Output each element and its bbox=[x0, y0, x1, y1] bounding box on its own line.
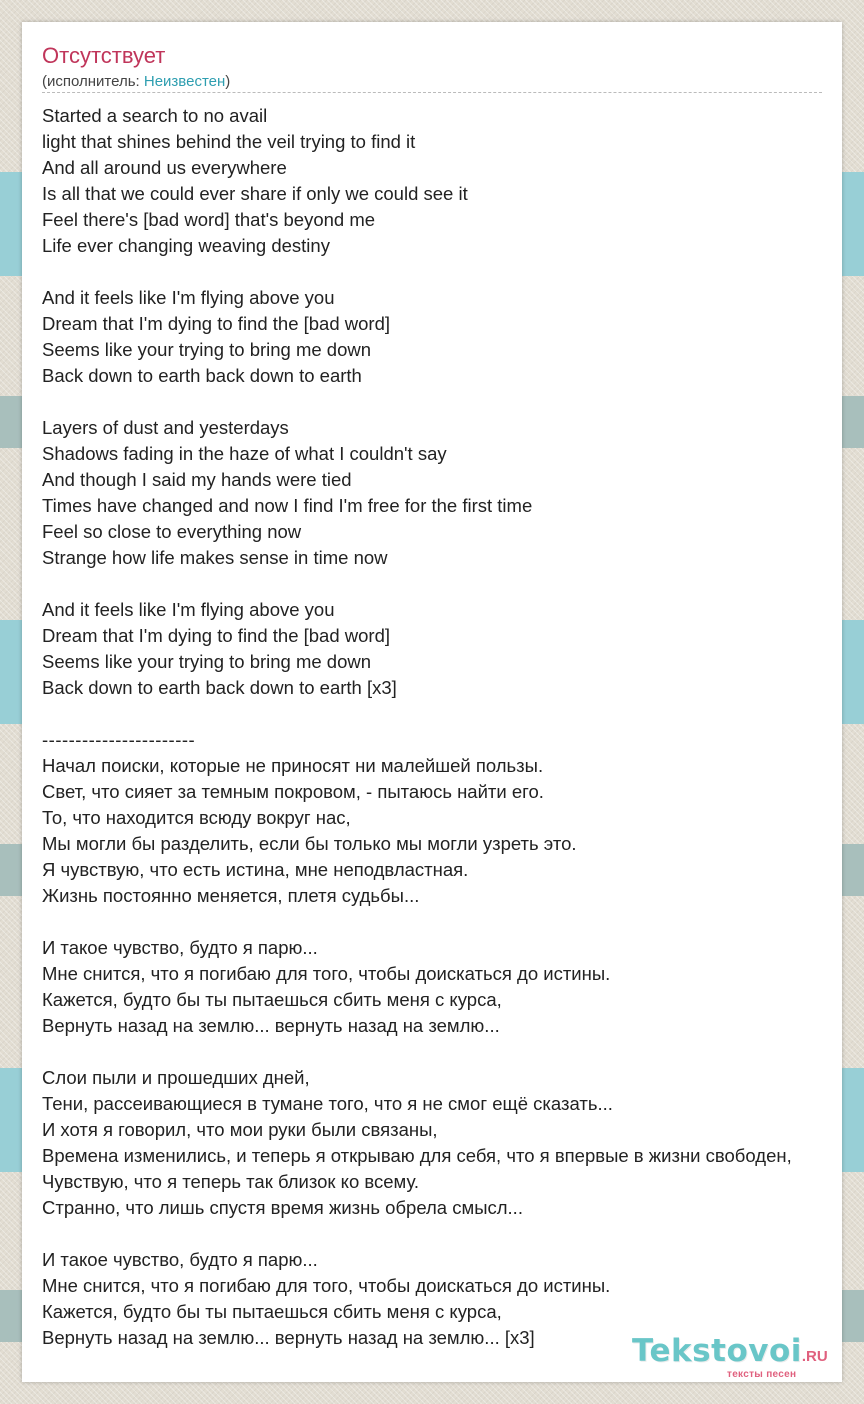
lyrics-line: Времена изменились, и теперь я открываю для себя, что я впервые в жизни свободен, bbox=[42, 1145, 792, 1166]
artist-prefix: (исполнитель: bbox=[42, 73, 144, 90]
lyrics-line: Dream that I'm dying to find the [bad word] bbox=[42, 313, 391, 334]
lyrics-stanza bbox=[42, 285, 842, 389]
logo-tagline: тексты песен bbox=[727, 1369, 797, 1380]
lyrics-line: Is all that we could ever share if only we could see it bbox=[42, 183, 468, 204]
lyrics-line: Кажется, будто бы ты пытаешься сбить меня с курса, bbox=[42, 989, 502, 1010]
lyrics-body bbox=[42, 103, 842, 1377]
logo-text: Tekstovoi bbox=[632, 1333, 802, 1369]
lyrics-line: Feel so close to everything now bbox=[42, 521, 302, 542]
lyrics-line: Жизнь постоянно меняется, плетя судьбы... bbox=[42, 885, 420, 906]
lyrics-line: Мы могли бы разделить, если бы только мы могли узреть это. bbox=[42, 833, 577, 854]
lyrics-line: И такое чувство, будто я парю... bbox=[42, 1249, 318, 1270]
site-logo[interactable] bbox=[632, 1333, 828, 1369]
song-title: Отсутствует bbox=[42, 43, 166, 68]
lyrics-line: And it feels like I'm flying above you bbox=[42, 599, 335, 620]
logo-domain: .RU bbox=[801, 1348, 828, 1365]
lyrics-line: Started a search to no avail bbox=[42, 105, 268, 126]
lyrics-separator: ----------------------- bbox=[42, 729, 196, 750]
lyrics-line: And it feels like I'm flying above you bbox=[42, 287, 335, 308]
lyrics-stanza bbox=[42, 1065, 842, 1221]
lyrics-line: Feel there's [bad word] that's beyond me bbox=[42, 209, 376, 230]
lyrics-line: Мне снится, что я погибаю для того, чтобы доискаться до истины. bbox=[42, 963, 611, 984]
lyrics-line: Кажется, будто бы ты пытаешься сбить меня с курса, bbox=[42, 1301, 502, 1322]
lyrics-line: Back down to earth back down to earth bbox=[42, 365, 362, 386]
lyrics-line: Я чувствую, что есть истина, мне неподвластная. bbox=[42, 859, 469, 880]
lyrics-line: Тени, рассеивающиеся в тумане того, что я не смог ещё сказать... bbox=[42, 1093, 613, 1114]
lyrics-line: Вернуть назад на землю... вернуть назад на землю... [x3] bbox=[42, 1327, 535, 1348]
lyrics-line: Dream that I'm dying to find the [bad word] bbox=[42, 625, 391, 646]
lyrics-line: И хотя я говорил, что мои руки были связаны, bbox=[42, 1119, 438, 1140]
lyrics-stanza bbox=[42, 753, 842, 909]
lyrics-line: light that shines behind the veil trying to find it bbox=[42, 131, 416, 152]
lyrics-line: И такое чувство, будто я парю... bbox=[42, 937, 318, 958]
lyrics-line: Layers of dust and yesterdays bbox=[42, 417, 289, 438]
lyrics-line: Мне снится, что я погибаю для того, чтобы доискаться до истины. bbox=[42, 1275, 611, 1296]
lyrics-line: And all around us everywhere bbox=[42, 157, 287, 178]
lyrics-stanza bbox=[42, 415, 842, 571]
lyrics-line: Начал поиски, которые не приносят ни малейшей пользы. bbox=[42, 755, 544, 776]
lyrics-line: Life ever changing weaving destiny bbox=[42, 235, 330, 256]
lyrics-line: Seems like your trying to bring me down bbox=[42, 651, 372, 672]
lyrics-line: Shadows fading in the haze of what I couldn't say bbox=[42, 443, 447, 464]
lyrics-line: Свет, что сияет за темным покровом, - пытаюсь найти его. bbox=[42, 781, 544, 802]
lyrics-russian bbox=[42, 753, 842, 1351]
artist-link[interactable]: Неизвестен bbox=[143, 73, 226, 90]
lyrics-line: Back down to earth back down to earth [x3] bbox=[42, 677, 397, 698]
header-divider bbox=[42, 92, 822, 93]
lyrics-line: Чувствую, что я теперь так близок ко всему. bbox=[42, 1171, 420, 1192]
lyrics-card bbox=[22, 22, 842, 1382]
lyrics-stanza bbox=[42, 597, 842, 701]
artist-suffix: ) bbox=[225, 73, 231, 90]
lyrics-line: Strange how life makes sense in time now bbox=[42, 547, 388, 568]
lyrics-english bbox=[42, 103, 842, 701]
lyrics-line: То, что находится всюду вокруг нас, bbox=[42, 807, 351, 828]
lyrics-line: Слои пыли и прошедших дней, bbox=[42, 1067, 310, 1088]
lyrics-stanza bbox=[42, 935, 842, 1039]
lyrics-line: Вернуть назад на землю... вернуть назад на землю... bbox=[42, 1015, 500, 1036]
artist-line bbox=[42, 73, 230, 91]
lyrics-line: Странно, что лишь спустя время жизнь обрела смысл... bbox=[42, 1197, 523, 1218]
lyrics-line: Times have changed and now I find I'm free for the first time bbox=[42, 495, 533, 516]
lyrics-stanza bbox=[42, 103, 842, 259]
lyrics-line: And though I said my hands were tied bbox=[42, 469, 352, 490]
lyrics-line: Seems like your trying to bring me down bbox=[42, 339, 372, 360]
